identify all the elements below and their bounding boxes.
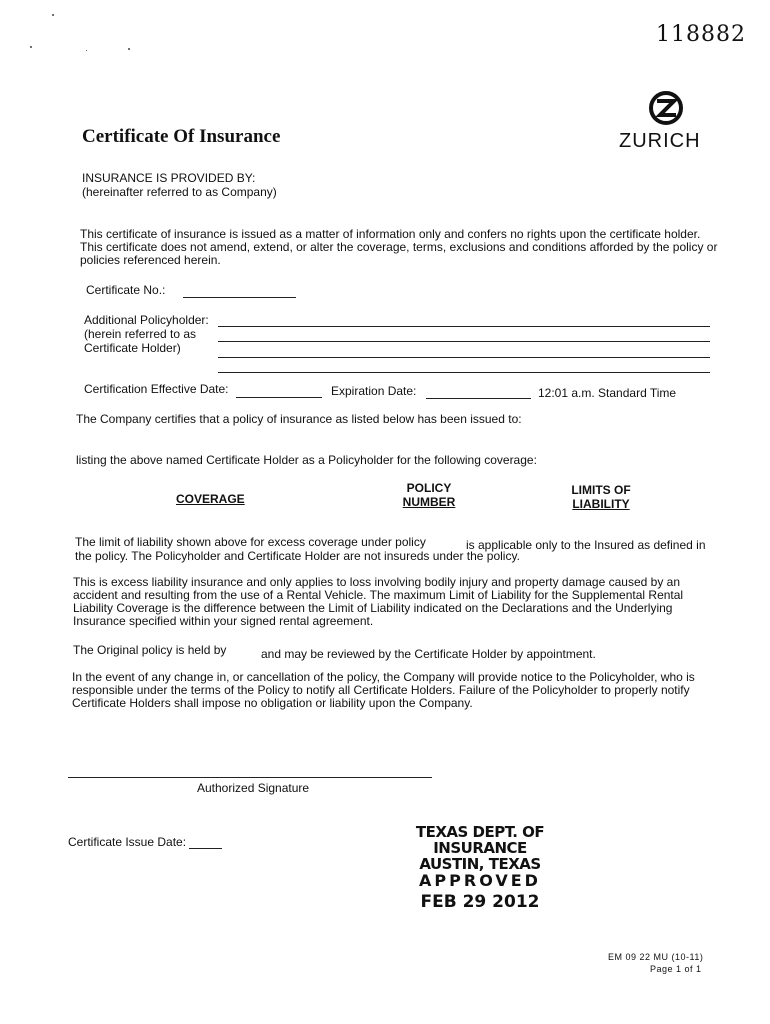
handwritten-number: 118882 bbox=[656, 22, 746, 47]
additional-policyholder-note: Certificate Holder) bbox=[84, 341, 181, 355]
policyholder-field[interactable] bbox=[218, 372, 710, 373]
limit-paragraph-line: the policy. The Policyholder and Certificate Holder are not insureds under the policy. bbox=[75, 549, 520, 563]
limits-header-line: LIABILITY bbox=[572, 497, 630, 511]
excess-line: Liability Coverage is the difference between the Limit of Liability indicated on the Declarations and the Underlying bbox=[73, 601, 673, 615]
scan-speck bbox=[86, 50, 87, 51]
form-number: EM 09 22 MU (10-11) bbox=[608, 952, 704, 962]
approval-stamp bbox=[378, 824, 582, 914]
scan-speck bbox=[30, 46, 32, 48]
change-line: In the event of any change in, or cancellation of the policy, the Company will provide notice to the Policyholder, who is bbox=[72, 670, 695, 684]
limits-header-line: LIMITS OF bbox=[571, 483, 631, 497]
excess-paragraph bbox=[73, 576, 709, 628]
logo-text: ZURICH bbox=[619, 130, 701, 152]
policy-number-header bbox=[402, 481, 456, 509]
intro-paragraph bbox=[80, 228, 720, 267]
stamp-approved: APPROVED bbox=[419, 871, 541, 890]
issue-date-field[interactable] bbox=[189, 848, 222, 849]
expiration-date-label: Expiration Date: bbox=[331, 384, 417, 398]
provided-by-label: INSURANCE IS PROVIDED BY: bbox=[82, 171, 256, 185]
excess-line: accident and resulting from the use of a Rental Vehicle. The maximum Limit of Liability for the Supplemental Rental bbox=[73, 588, 684, 602]
change-paragraph bbox=[72, 671, 708, 710]
additional-policyholder-label: Additional Policyholder: bbox=[84, 313, 209, 327]
page-title: Certificate Of Insurance bbox=[82, 126, 281, 147]
change-line: Certificate Holders shall impose no obligation or liability upon the Company. bbox=[72, 696, 473, 710]
expiration-date-field[interactable] bbox=[426, 398, 531, 399]
stamp-date: FEB 29 2012 bbox=[420, 892, 540, 912]
policyholder-field[interactable] bbox=[218, 341, 710, 342]
policy-number-header-line: POLICY bbox=[406, 481, 452, 495]
limit-paragraph-end: is applicable only to the Insured as defined in bbox=[466, 538, 706, 552]
signature-line[interactable] bbox=[68, 777, 432, 778]
additional-policyholder-note: (herein referred to as bbox=[84, 327, 197, 341]
original-policy-start: The Original policy is held by bbox=[73, 643, 227, 657]
limits-of-liability-header bbox=[569, 483, 633, 511]
certifies-text: The Company certifies that a policy of insurance as listed below has been issued to: bbox=[76, 412, 522, 426]
stamp-city: AUSTIN, TEXAS bbox=[419, 855, 541, 873]
intro-line: policies referenced herein. bbox=[80, 253, 221, 267]
excess-line: This is excess liability insurance and only applies to loss involving bodily injury and property damage caused by an bbox=[73, 575, 680, 589]
effective-date-field[interactable] bbox=[236, 397, 322, 398]
limit-paragraph-start: The limit of liability shown above for excess coverage under policy bbox=[75, 535, 426, 549]
policy-number-header-line: NUMBER bbox=[402, 495, 456, 509]
certificate-no-field[interactable] bbox=[183, 297, 296, 298]
stamp-dept: TEXAS DEPT. OF INSURANCE bbox=[415, 823, 545, 857]
effective-date-label: Certification Effective Date: bbox=[84, 382, 229, 396]
certificate-no-label: Certificate No.: bbox=[86, 283, 166, 297]
provided-by-note: (hereinafter referred to as Company) bbox=[82, 185, 277, 199]
page-number: Page 1 of 1 bbox=[650, 964, 702, 974]
standard-time-label: 12:01 a.m. Standard Time bbox=[538, 386, 677, 400]
signature-label: Authorized Signature bbox=[197, 781, 310, 795]
original-policy-end: and may be reviewed by the Certificate Holder by appointment. bbox=[261, 647, 596, 661]
issue-date-label: Certificate Issue Date: bbox=[68, 835, 187, 849]
policyholder-field[interactable] bbox=[218, 326, 710, 327]
scan-speck bbox=[52, 14, 54, 16]
coverage-header: COVERAGE bbox=[176, 492, 245, 506]
change-line: responsible under the terms of the Policy to notify all Certificate Holders. Failure of the Policyholder to properly notify bbox=[72, 683, 690, 697]
scan-speck bbox=[128, 48, 130, 50]
policyholder-field[interactable] bbox=[218, 357, 710, 358]
intro-line: This certificate does not amend, extend, or alter the coverage, terms, exclusions and conditions afforded by the policy or bbox=[80, 240, 718, 254]
zurich-logo-icon bbox=[648, 90, 684, 126]
intro-line: This certificate of insurance is issued as a matter of information only and confers no rights upon the certificate holder. bbox=[80, 227, 701, 241]
listing-text: listing the above named Certificate Holder as a Policyholder for the following coverage: bbox=[76, 453, 537, 467]
excess-line: Insurance specified within your signed rental agreement. bbox=[73, 614, 374, 628]
